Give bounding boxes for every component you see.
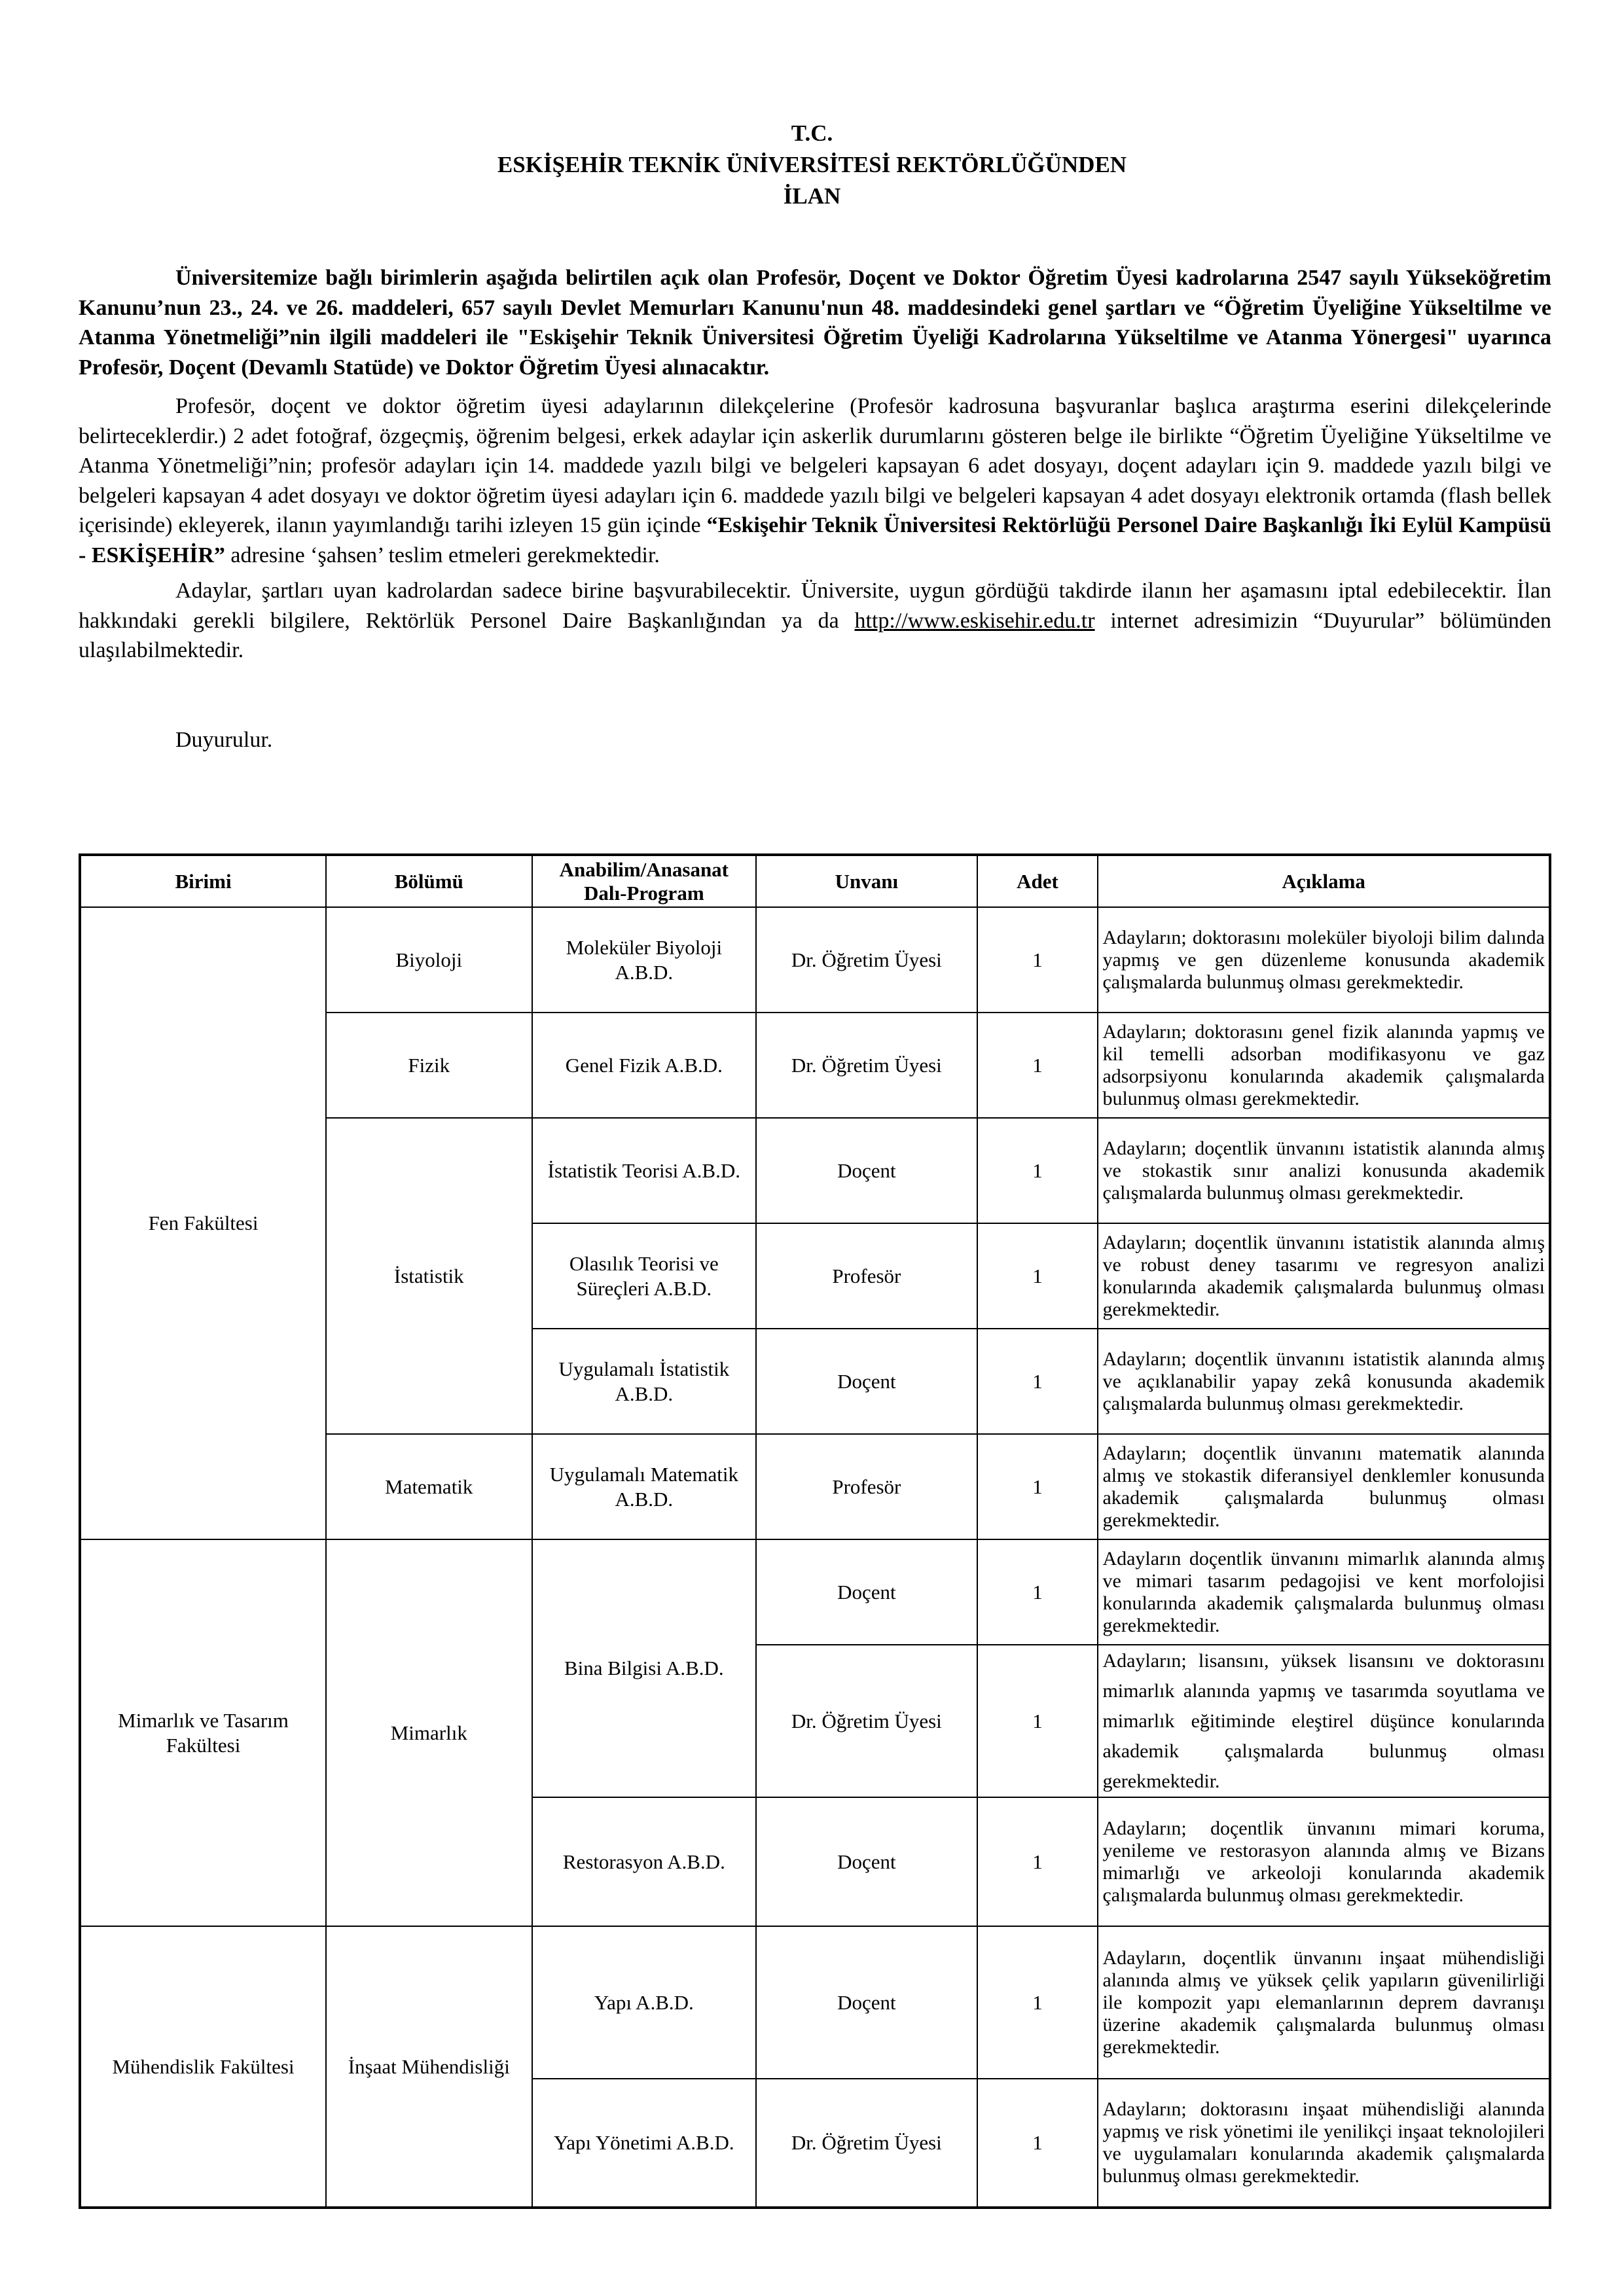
title-cell: Dr. Öğretim Üyesi (756, 1645, 977, 1797)
announcement-header (0, 118, 1624, 212)
title-cell: Profesör (756, 1434, 977, 1539)
unit-cell: Fen Fakültesi (80, 907, 326, 1539)
header-ilan: İLAN (783, 183, 841, 209)
info-paragraph (79, 576, 1551, 666)
department-cell: İnşaat Mühendisliği (326, 1926, 532, 2208)
closing-paragraph (79, 725, 1551, 755)
header-bolumu: Bölümü (326, 855, 532, 907)
info-suffix: internet adresimizin “Duyurular” bölümünden ulaşılabilmektedir. (79, 608, 1552, 662)
table-row (80, 1539, 1550, 1645)
department-cell: Biyoloji (326, 907, 532, 1013)
description-cell: Adayların, doçentlik ünvanını inşaat mühendisliği alanında almış ve yüksek çelik yapıların güvenilirliği ile kompozit yapı elemanlarının deprem davranışı üzerine akademik çalışmalarda bulunmuş olması gerekmektedir. (1098, 1926, 1550, 2079)
description-cell: Adayların; doçentlik ünvanını istatistik alanında almış ve robust deney tasarımı ve regresyon analizi konularında akademik çalışmalarda bulunmuş olması gerekmektedir. (1098, 1223, 1550, 1329)
department-cell: Mimarlık (326, 1539, 532, 1926)
title-cell: Doçent (756, 1118, 977, 1223)
count-cell: 1 (977, 1539, 1098, 1645)
header-unvani: Unvanı (756, 855, 977, 907)
count-cell: 1 (977, 1013, 1098, 1118)
program-cell: İstatistik Teorisi A.B.D. (532, 1118, 757, 1223)
title-cell: Dr. Öğretim Üyesi (756, 1013, 977, 1118)
positions-table (79, 853, 1551, 2209)
description-cell: Adayların; doçentlik ünvanını matematik alanında almış ve stokastik diferansiyel denklemler konusunda akademik çalışmalarda bulunmuş olması gerekmektedir. (1098, 1434, 1550, 1539)
title-cell: Doçent (756, 1329, 977, 1434)
count-cell: 1 (977, 1118, 1098, 1223)
table-header-row (80, 855, 1550, 907)
program-cell: Bina Bilgisi A.B.D. (532, 1539, 757, 1797)
program-cell: Yapı Yönetimi A.B.D. (532, 2079, 757, 2208)
title-cell: Dr. Öğretim Üyesi (756, 907, 977, 1013)
program-cell: Olasılık Teorisi ve Süreçleri A.B.D. (532, 1223, 757, 1329)
count-cell: 1 (977, 2079, 1098, 2208)
count-cell: 1 (977, 1926, 1098, 2079)
count-cell: 1 (977, 1645, 1098, 1797)
header-university: ESKİŞEHİR TEKNİK ÜNİVERSİTESİ REKTÖRLÜĞÜNDEN (497, 152, 1127, 177)
program-cell: Genel Fizik A.B.D. (532, 1013, 757, 1118)
unit-cell: Mimarlık ve Tasarım Fakültesi (80, 1539, 326, 1926)
application-suffix: adresine ‘şahsen’ teslim etmeleri gerekmektedir. (230, 543, 660, 567)
description-cell: Adayların; doktorasını inşaat mühendisliği alanında yapmış ve risk yönetimi ile yenilikçi inşaat teknolojileri ve uygulamaları konularında akademik çalışmalarda bulunmuş olması gerekmektedir. (1098, 2079, 1550, 2208)
table-row (80, 1926, 1550, 2079)
application-address: “Eskişehir Teknik Üniversitesi Rektörlüğü Personel Daire Başkanlığı İki Eylül Kampüsü - ESKİŞEHİR” (79, 513, 1552, 567)
program-cell: Uygulamalı Matematik A.B.D. (532, 1434, 757, 1539)
header-aciklama: Açıklama (1098, 855, 1550, 907)
program-cell: Yapı A.B.D. (532, 1926, 757, 2079)
application-text: Profesör, doçent ve doktor öğretim üyesi adaylarının dilekçelerine (Profesör kadrosuna başvuranlar başlıca araştırma eserini dilekçelerinde belirteceklerdir.) 2 adet fotoğraf, özgeçmiş, öğrenim belgesi, erkek adaylar için askerlik durumlarını gösteren belge ile birlikte “Öğretim Üyeliğine Yükseltilme ve Atanma Yönetmeliği”nin; profesör adayları için 14. maddede yazılı bilgi ve belgeleri kapsayan 6 adet dosyayı, doçent adayları için 9. maddede yazılı bilgi ve belgeleri kapsayan 4 adet dosyayı ve doktor öğretim üyesi adayları için 6. maddede yazılı bilgi ve belgeleri kapsayan 4 adet dosyayı elektronik ortamda (flash bellek içerisinde) ekleyerek, ilanın yayımlandığı tarihi izleyen 15 gün içinde (79, 394, 1551, 537)
title-cell: Profesör (756, 1223, 977, 1329)
table-row (80, 907, 1550, 1013)
title-cell: Doçent (756, 1539, 977, 1645)
header-birimi: Birimi (80, 855, 326, 907)
unit-cell: Mühendislik Fakültesi (80, 1926, 326, 2208)
application-paragraph (79, 391, 1551, 570)
description-cell: Adayların; doktorasını genel fizik alanında yapmış ve kil temelli adsorban modifikasyonu ve gaz adsorpsiyonu konularında akademik çalışmalarda bulunmuş olması gerekmektedir. (1098, 1013, 1550, 1118)
program-cell: Restorasyon A.B.D. (532, 1797, 757, 1926)
description-cell: Adayların; doçentlik ünvanını istatistik alanında almış ve stokastik sınır analizi konusunda akademik çalışmalarda bulunmuş olması gerekmektedir. (1098, 1118, 1550, 1223)
count-cell: 1 (977, 1329, 1098, 1434)
count-cell: 1 (977, 1223, 1098, 1329)
department-cell: Fizik (326, 1013, 532, 1118)
description-cell: Adayların; doktorasını moleküler biyoloji bilim dalında yapmış ve gen düzenleme konusunda akademik çalışmalarda bulunmuş olması gerekmektedir. (1098, 907, 1550, 1013)
website-link[interactable]: http://www.eskisehir.edu.tr (854, 608, 1095, 633)
closing-text: Duyurulur. (175, 728, 273, 752)
info-text: Adaylar, şartları uyan kadrolardan sadece birine başvurabilecektir. Üniversite, uygun gördüğü takdirde ilanın her aşamasını iptal edebilecektir. İlan hakkındaki gerekli bilgilere, Rektörlük Personel Daire Başkanlığından ya da (79, 579, 1551, 633)
intro-paragraph (79, 263, 1551, 382)
count-cell: 1 (977, 907, 1098, 1013)
description-cell: Adayların; doçentlik ünvanını mimari koruma, yenileme ve restorasyon alanında almış ve Bizans mimarlığı ve arkeoloji konularında akademik çalışmalarda bulunmuş olması gerekmektedir. (1098, 1797, 1550, 1926)
description-cell: Adayların; doçentlik ünvanını istatistik alanında almış ve açıklanabilir yapay zekâ konusunda akademik çalışmalarda bulunmuş olması gerekmektedir. (1098, 1329, 1550, 1434)
header-tc: T.C. (791, 120, 833, 146)
description-cell: Adayların doçentlik ünvanını mimarlık alanında almış ve mimari tasarım pedagojisi ve kent morfolojisi konularında akademik çalışmalarda bulunmuş olması gerekmektedir. (1098, 1539, 1550, 1645)
intro-text: Üniversitemize bağlı birimlerin aşağıda belirtilen açık olan Profesör, Doçent ve Doktor Öğretim Üyesi kadrolarına 2547 sayılı Yükseköğretim Kanunu’nun 23., 24. ve 26. maddeleri, 657 sayılı Devlet Memurları Kanunu'nun 48. maddesindeki genel şartları ve “Öğretim Üyeliğine Yükseltilme ve Atanma Yönetmeliği”nin ilgili maddeleri ile "Eskişehir Teknik Üniversitesi Öğretim Üyeliği Kadrolarına Yükseltilme ve Atanma Yönergesi" uyarınca Profesör, Doçent (Devamlı Statüde) ve Doktor Öğretim Üyesi alınacaktır. (79, 266, 1551, 380)
description-cell: Adayların; lisansını, yüksek lisansını ve doktorasını mimarlık alanında yapmış ve tasarımda soyutlama ve mimarlık eğitiminde eleştirel düşünce konularında akademik çalışmalarda bulunmuş olması gerekmektedir. (1098, 1645, 1550, 1797)
header-adet: Adet (977, 855, 1098, 907)
department-cell: İstatistik (326, 1118, 532, 1434)
title-cell: Dr. Öğretim Üyesi (756, 2079, 977, 2208)
program-cell: Uygulamalı İstatistik A.B.D. (532, 1329, 757, 1434)
title-cell: Doçent (756, 1797, 977, 1926)
count-cell: 1 (977, 1434, 1098, 1539)
program-cell: Moleküler Biyoloji A.B.D. (532, 907, 757, 1013)
count-cell: 1 (977, 1797, 1098, 1926)
title-cell: Doçent (756, 1926, 977, 2079)
header-anabilim: Anabilim/Anasanat Dalı-Program (532, 855, 757, 907)
department-cell: Matematik (326, 1434, 532, 1539)
